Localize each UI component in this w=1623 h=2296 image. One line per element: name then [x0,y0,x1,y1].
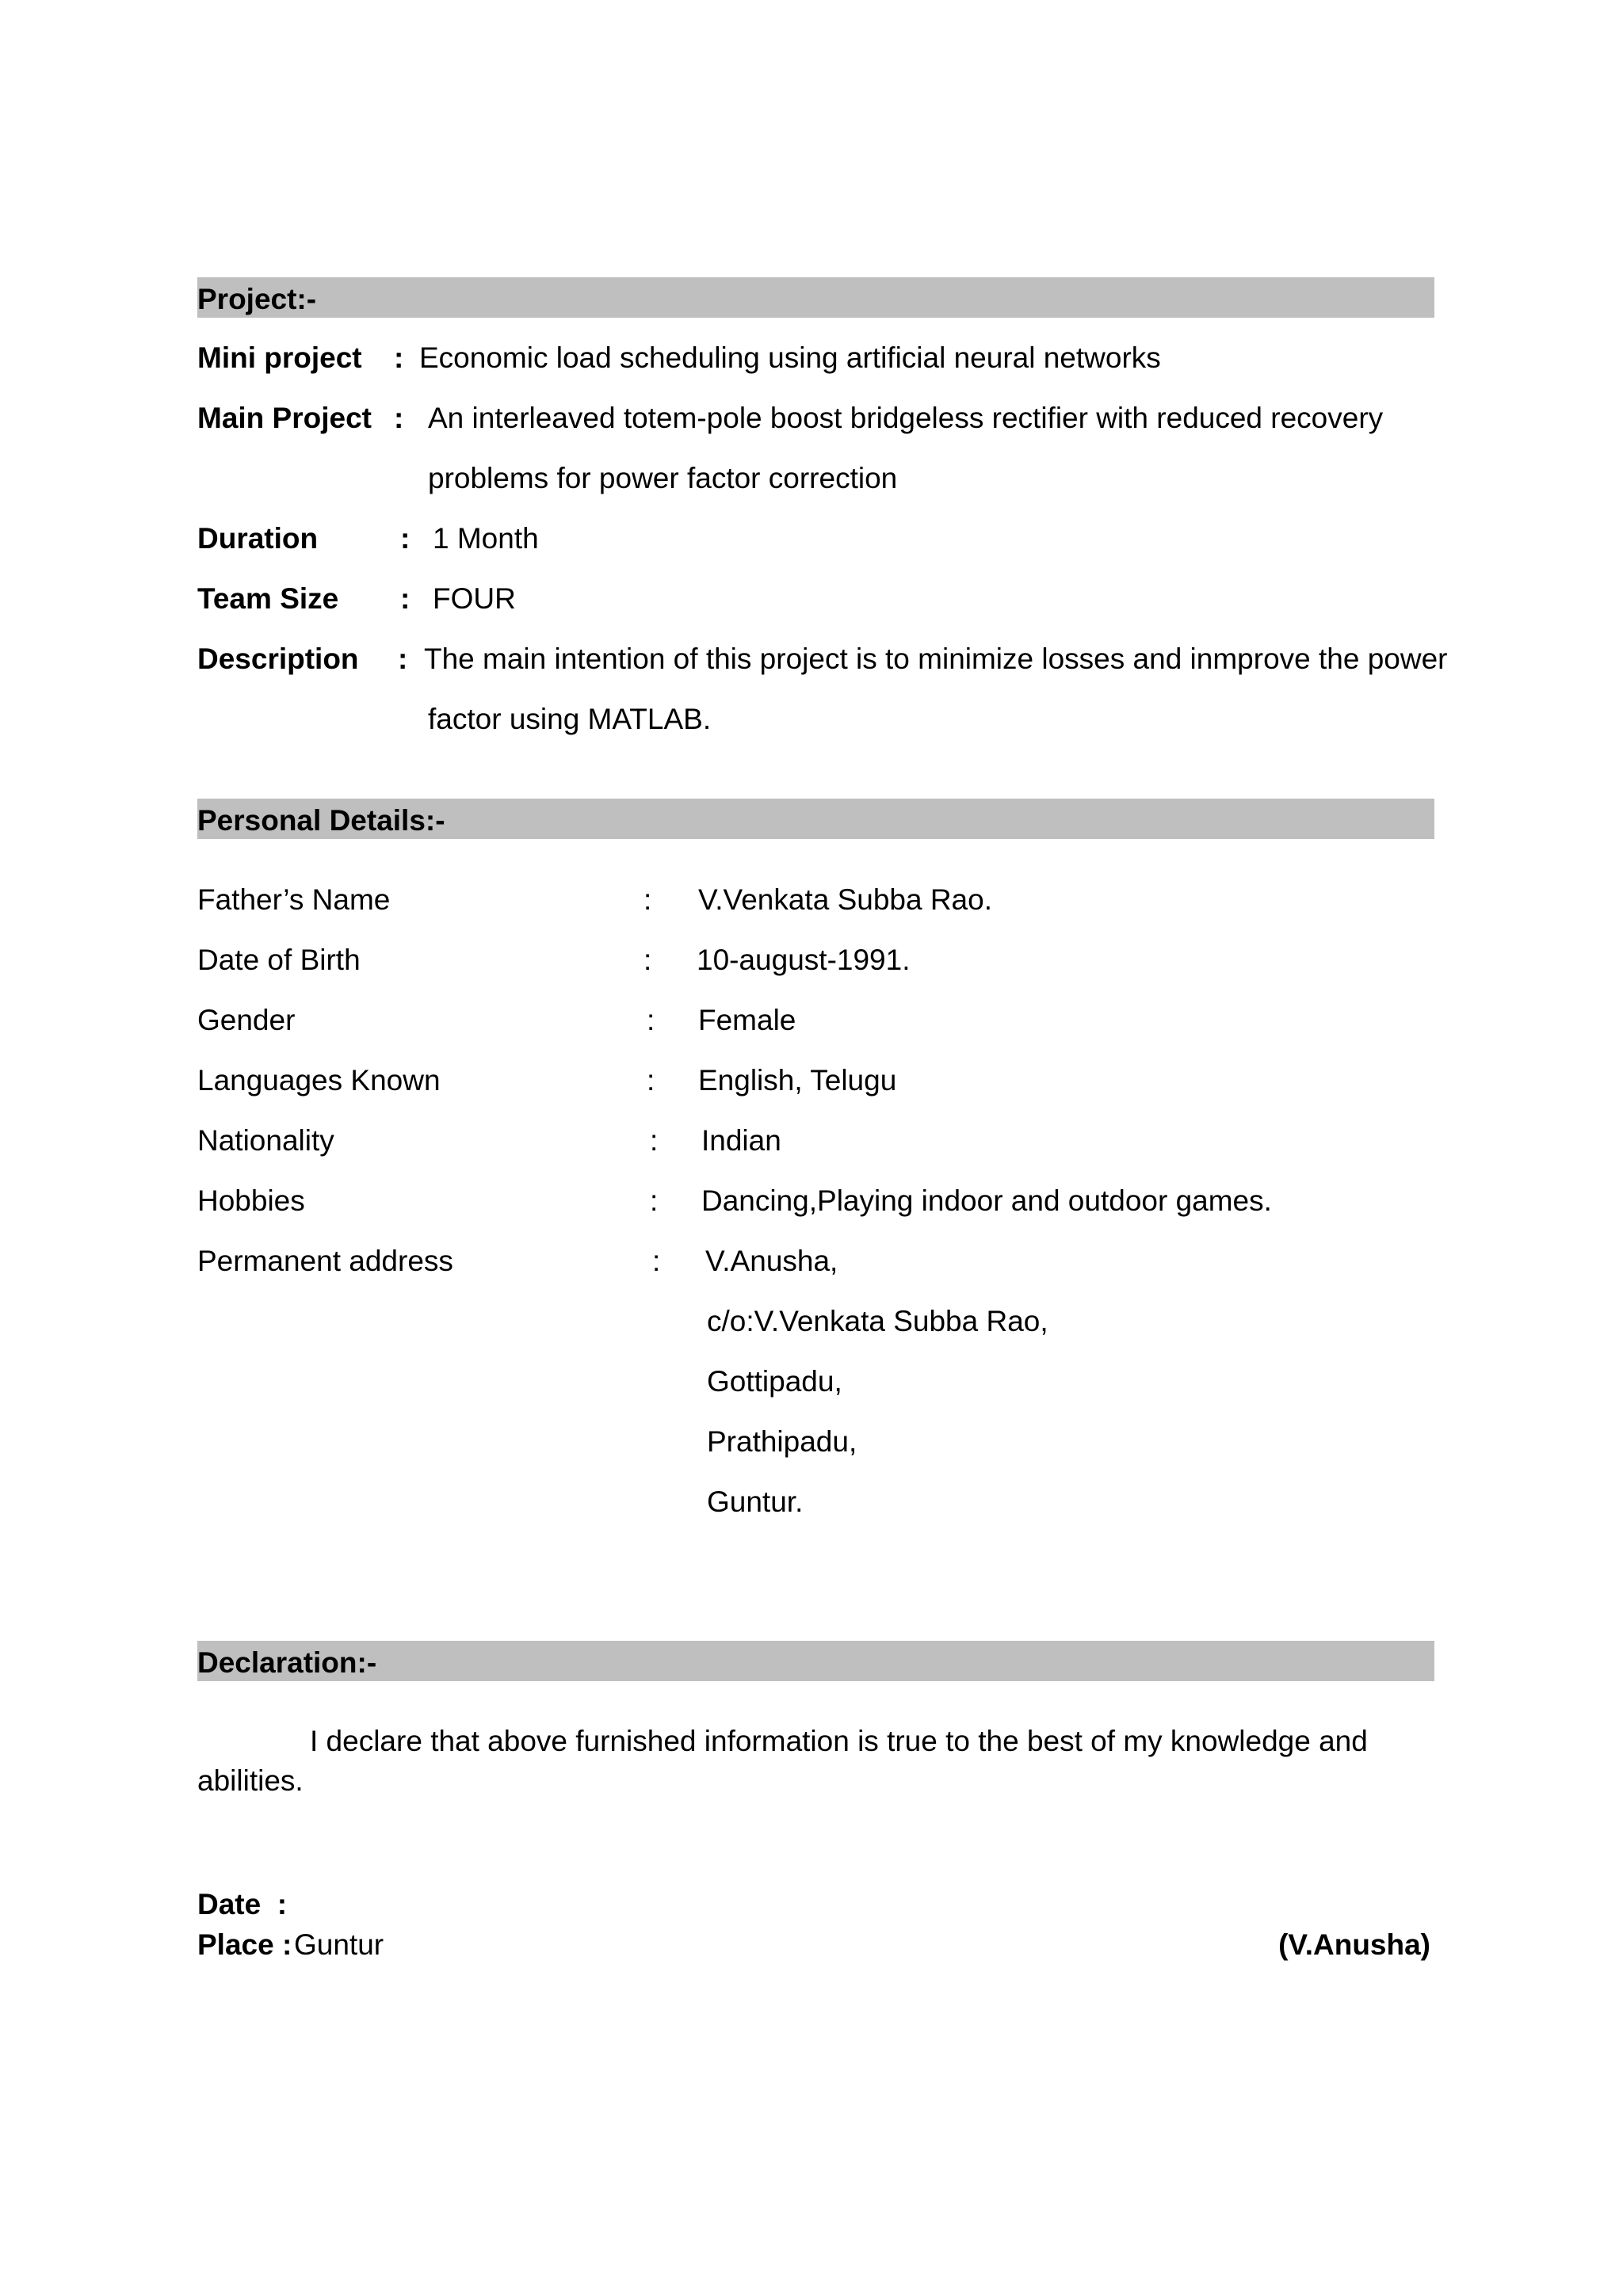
declaration-heading: Declaration:- [197,1646,377,1679]
address-line-mandal: Prathipadu, [707,1425,857,1458]
mini-project-value: Economic load scheduling using artificial neural networks [419,341,1161,374]
personal-details-heading: Personal Details:- [197,804,445,837]
permanent-address-separator: : [652,1245,661,1277]
nationality-label: Nationality [197,1124,334,1157]
signature-name: (V.Anusha) [1278,1928,1430,1961]
gender-label: Gender [197,1004,296,1036]
date-of-birth-label: Date of Birth [197,944,361,976]
nationality-value: Indian [701,1124,781,1157]
mini-project-separator: : [394,341,404,374]
main-project-value-line2: problems for power factor correction [428,462,898,494]
languages-known-label: Languages Known [197,1064,441,1097]
declaration-text-line1: I declare that above furnished information is true to the best of my knowledge and [310,1725,1368,1757]
description-value-line1: The main intention of this project is to minimize losses and inmprove the power [424,643,1448,675]
address-line-care-of: c/o:V.Venkata Subba Rao, [707,1305,1048,1337]
declaration-section-header [197,1641,1434,1681]
place-label: Place : [197,1928,292,1961]
team-size-label: Team Size [197,582,339,615]
main-project-separator: : [394,402,404,434]
main-project-value-line1: An interleaved totem-pole boost bridgeless rectifier with reduced recovery [428,402,1384,434]
hobbies-value: Dancing,Playing indoor and outdoor games. [701,1184,1272,1217]
gender-separator: : [647,1004,655,1036]
date-of-birth-separator: : [643,944,652,976]
languages-known-separator: : [647,1064,655,1097]
date-label: Date : [197,1888,288,1920]
address-line-district: Guntur. [707,1486,804,1518]
address-line-name: V.Anusha, [705,1245,838,1277]
duration-value: 1 Month [433,522,539,555]
duration-label: Duration [197,522,319,555]
project-section-header [197,277,1434,318]
team-size-value: FOUR [433,582,516,615]
declaration-text-line2: abilities. [197,1764,304,1797]
project-heading: Project:- [197,283,317,315]
place-value: Guntur [294,1928,384,1961]
main-project-label: Main Project [197,402,372,434]
fathers-name-separator: : [643,883,652,916]
date-of-birth-value: 10-august-1991. [697,944,911,976]
hobbies-label: Hobbies [197,1184,305,1217]
description-separator: : [398,643,408,675]
languages-known-value: English, Telugu [698,1064,897,1097]
fathers-name-label: Father’s Name [197,883,391,916]
nationality-separator: : [650,1124,659,1157]
personal-details-section-header [197,799,1434,839]
fathers-name-value: V.Venkata Subba Rao. [698,883,992,916]
gender-value: Female [698,1004,796,1036]
mini-project-label: Mini project [197,341,362,374]
permanent-address-label: Permanent address [197,1245,453,1277]
address-line-village: Gottipadu, [707,1365,842,1398]
duration-separator: : [400,522,411,555]
hobbies-separator: : [650,1184,659,1217]
description-label: Description [197,643,359,675]
team-size-separator: : [400,582,411,615]
description-value-line2: factor using MATLAB. [428,703,712,735]
